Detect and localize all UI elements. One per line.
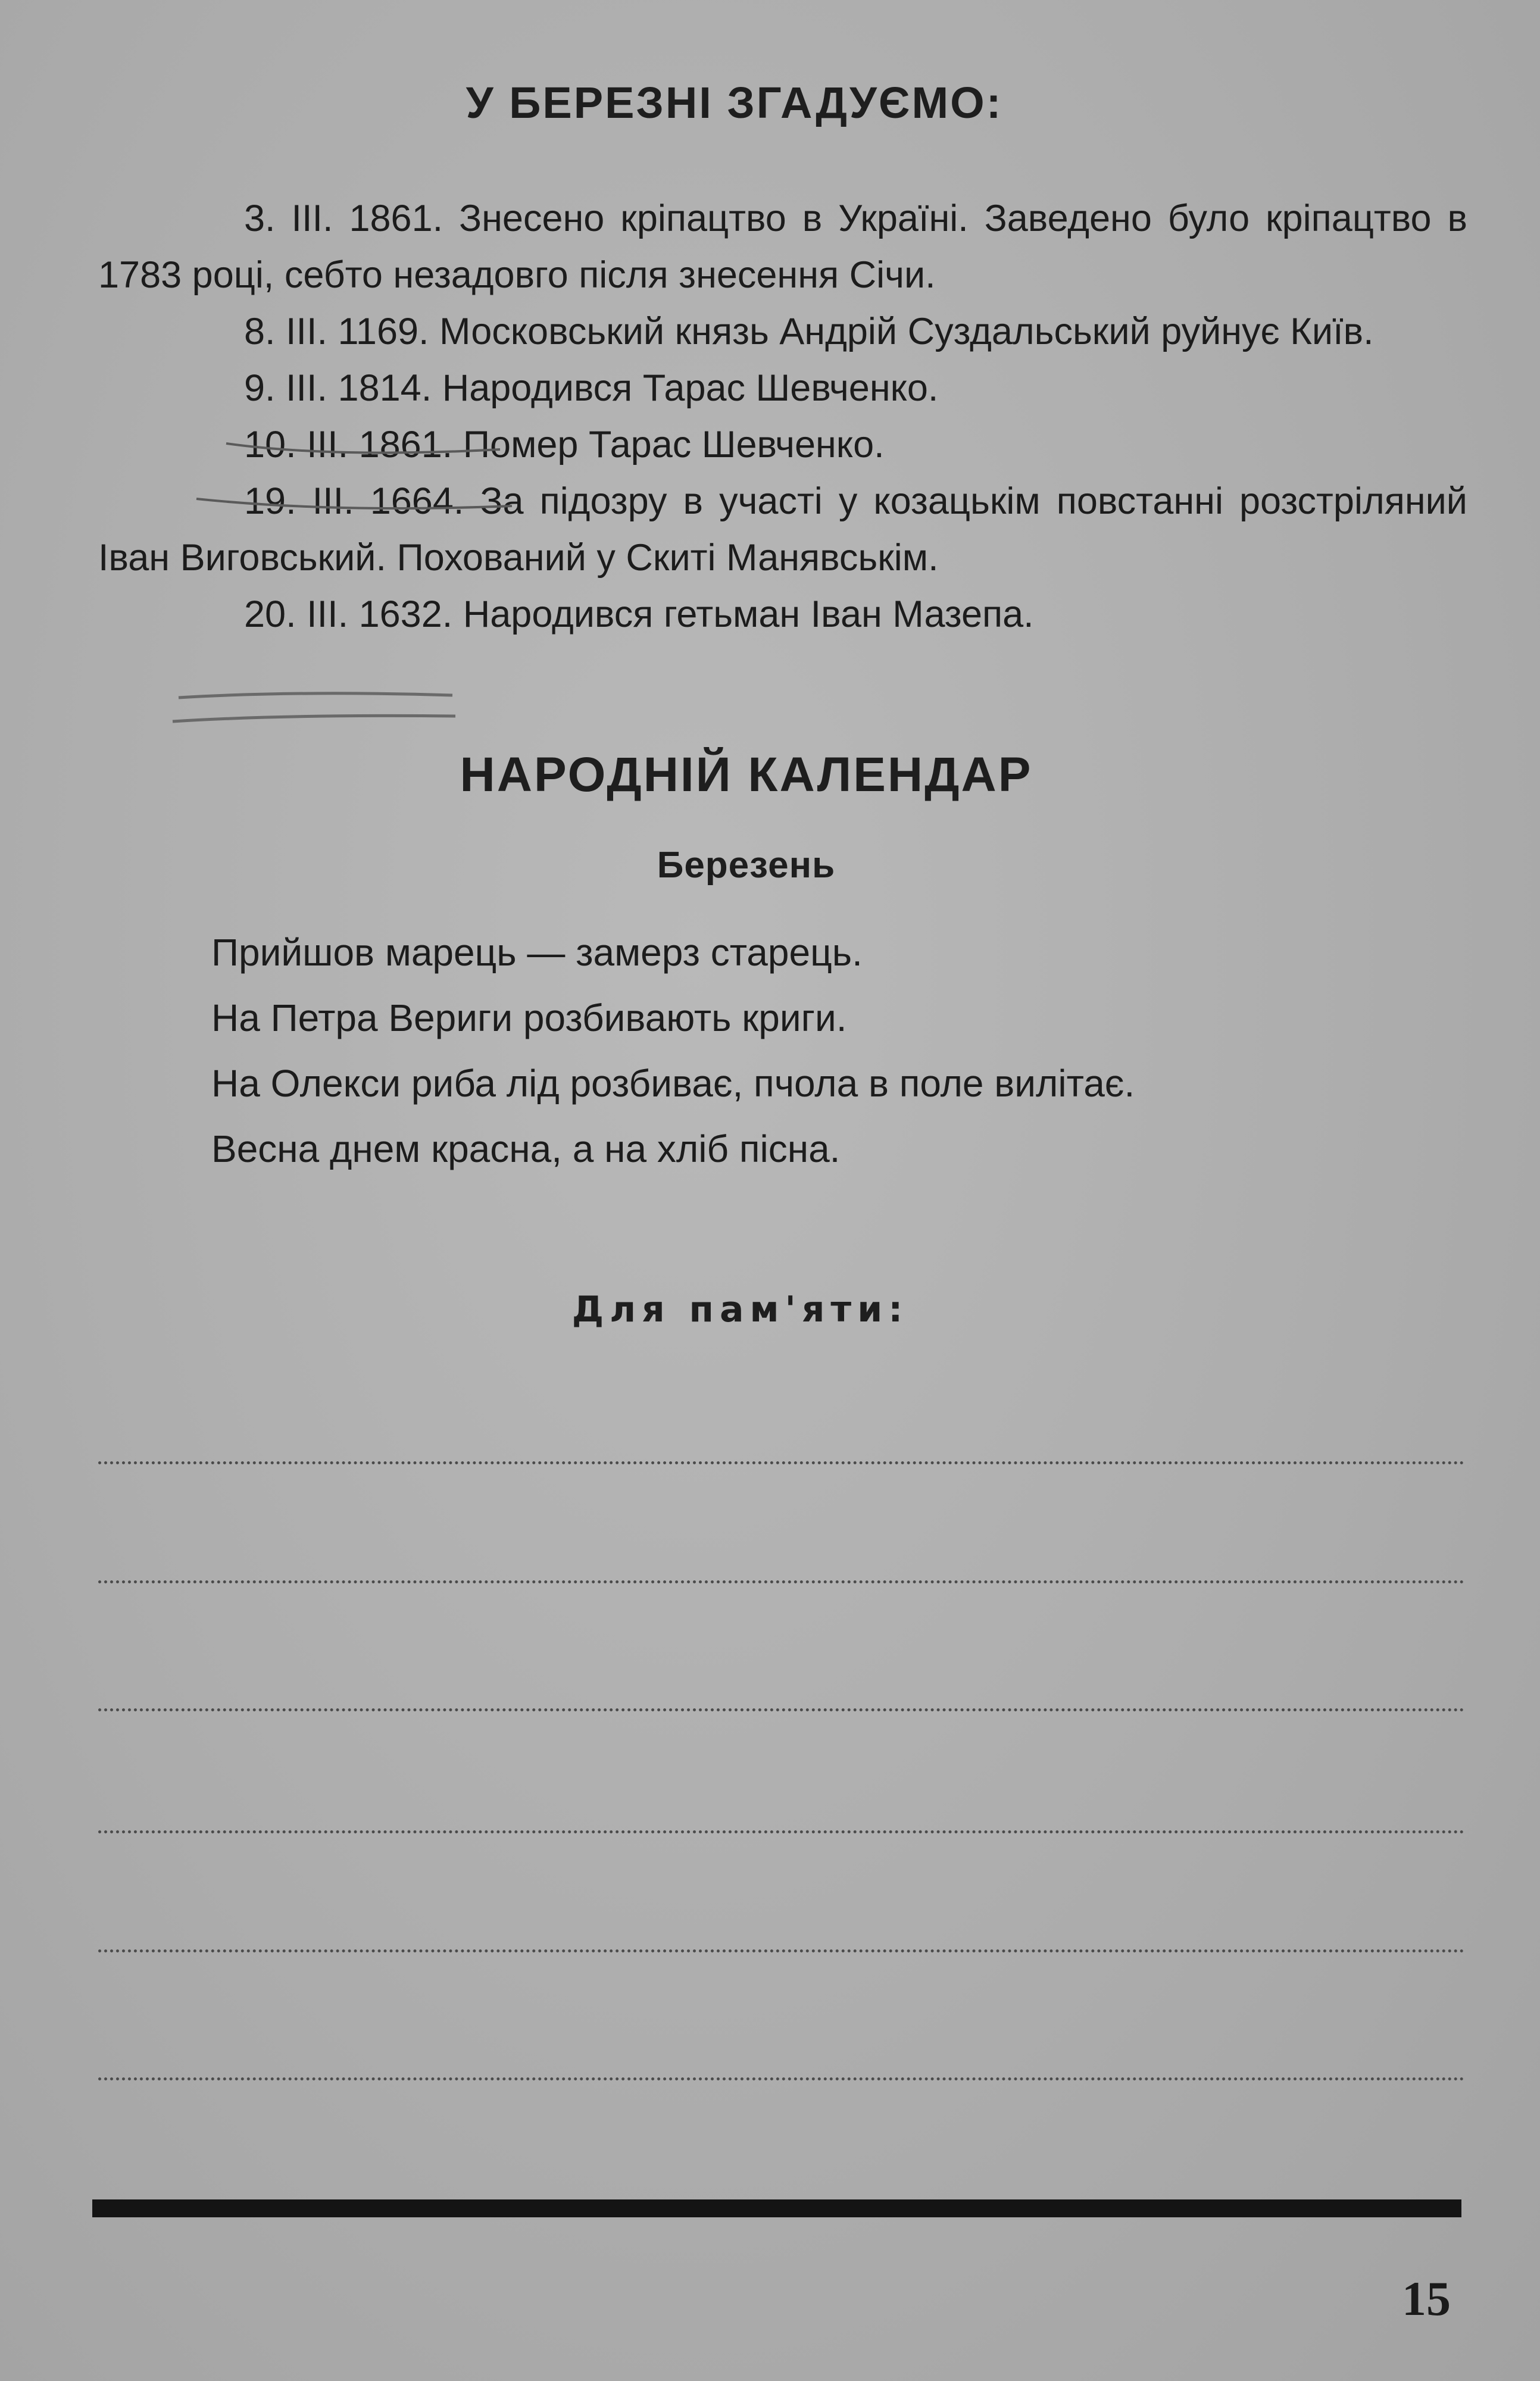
notes-dotted-line [98,1830,1464,1833]
notes-dotted-line [98,2077,1464,2080]
event-item: 9. III. 1814. Народився Тарас Шевченко. [244,367,939,409]
pencil-underline [226,443,500,453]
pencil-underline [179,693,452,698]
event-item: 19. III. 1664. За підозру в участі у козацькім повстанні розстріляний Іван Виговський. Похований у Скиті Манявськім. [98,480,1467,579]
section-title-folk-calendar: НАРОДНІЙ КАЛЕНДАР [460,748,1033,802]
proverb-item: Весна днем красна, а на хліб пісна. [211,1127,841,1170]
notes-dotted-line [98,1708,1464,1711]
notes-dotted-line [98,1461,1464,1464]
event-item: 3. III. 1861. Знесено кріпацтво в Україні. Заведено було кріпацтво в 1783 році, себто незадовго після знесення Січи. [98,198,1467,296]
event-item: 10. III. 1861. Помер Тарас Шевченко. [244,424,885,465]
pencil-underline [196,499,512,508]
proverb-item: Прийшов марець — замерз старець. [211,931,863,974]
bottom-heavy-rule [92,2199,1461,2217]
section-title-march-remembrance: У БЕРЕЗНІ ЗГАДУЄМО: [466,78,1003,127]
proverbs-list [211,920,1135,1182]
notes-title: Для пам'яти: [571,1289,909,1330]
pencil-underline [173,715,455,721]
notes-dotted-line [98,1580,1464,1583]
proverb-item: На Петра Вериги розбивають криги. [211,996,847,1039]
proverb-item: На Олекси риба лід розбиває, пчола в поле вилітає. [211,1062,1135,1105]
page-number: 15 [1402,2271,1451,2326]
event-item: 20. III. 1632. Народився гетьман Іван Мазепа. [244,593,1034,635]
notes-dotted-line [98,1949,1464,1952]
month-subtitle: Березень [657,845,836,886]
event-item: 8. III. 1169. Московський князь Андрій Суздальський руйнує Київ. [244,311,1374,352]
